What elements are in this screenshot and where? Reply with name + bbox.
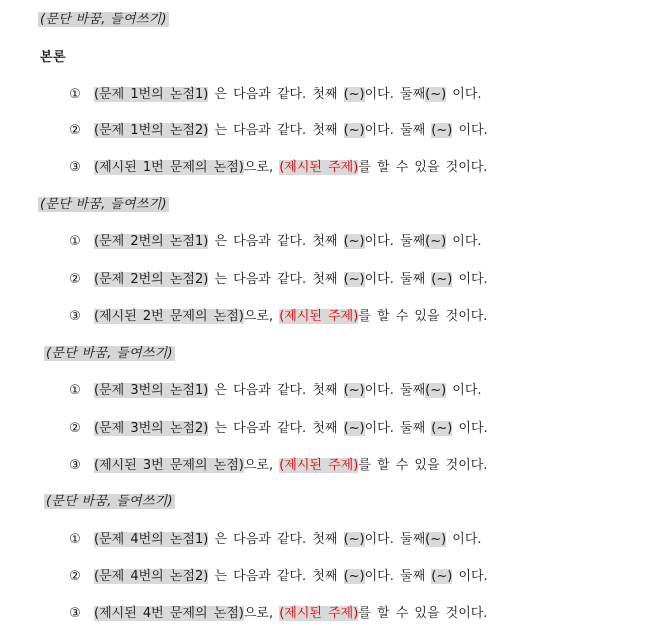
item-number: ② <box>69 421 81 436</box>
highlight-placeholder: (~) <box>425 87 447 102</box>
highlight-placeholder: (~) <box>431 421 453 436</box>
plain-text: 이다. 둘째 <box>364 532 426 547</box>
item-text <box>94 566 488 588</box>
plain-text: 는 다음과 같다. 첫째 <box>208 272 344 287</box>
plain-text: 이다. 둘째 <box>364 569 432 584</box>
highlight-topic: (제시된 주제) <box>279 458 359 473</box>
highlight-point: (문제 1번의 논점1) <box>94 87 209 102</box>
highlight-placeholder: (~) <box>343 123 365 138</box>
plain-text: 를 할 수 있을 것이다. <box>358 160 488 175</box>
item-text <box>94 455 487 477</box>
plain-text: 이다. <box>446 383 482 398</box>
highlight-placeholder: (~) <box>431 569 453 584</box>
item-number: ② <box>69 569 81 584</box>
highlight-topic: (제시된 주제) <box>279 160 359 175</box>
plain-text: 를 할 수 있을 것이다. <box>358 458 488 473</box>
paragraph-break-note: (문단 바꿈, 들여쓰기) <box>46 494 173 509</box>
plain-text: 는 다음과 같다. 첫째 <box>208 421 344 436</box>
plain-text: 이다. 둘째 <box>364 234 426 249</box>
section-heading: 본론 <box>40 50 67 65</box>
highlight-placeholder: (~) <box>343 532 365 547</box>
item-text <box>94 380 482 402</box>
highlight-placeholder: (~) <box>343 87 365 102</box>
highlight-point: (제시된 3번 문제의 논점) <box>94 458 244 473</box>
item-text <box>94 231 482 253</box>
plain-text: 이다. 둘째 <box>364 123 432 138</box>
section-note <box>44 343 175 365</box>
item-number: ③ <box>69 309 81 324</box>
highlight-placeholder: (~) <box>425 532 447 547</box>
plain-text: 이다. <box>446 234 482 249</box>
highlight-placeholder: (~) <box>425 383 447 398</box>
item-number: ③ <box>69 606 81 621</box>
highlight-point: (문제 4번의 논점1) <box>94 532 209 547</box>
highlight-placeholder: (~) <box>343 383 365 398</box>
highlight-point: (제시된 1번 문제의 논점) <box>94 160 244 175</box>
item-number: ① <box>69 234 81 249</box>
plain-text: 이다. <box>452 421 488 436</box>
highlight-point: (제시된 4번 문제의 논점) <box>94 606 244 621</box>
highlight-placeholder: (~) <box>343 234 365 249</box>
item-text <box>94 84 482 106</box>
paragraph-break-note: (문단 바꿈, 들여쓰기) <box>46 346 173 361</box>
plain-text: 를 할 수 있을 것이다. <box>358 606 488 621</box>
highlight-placeholder: (~) <box>343 421 365 436</box>
highlight-point: (문제 4번의 논점2) <box>94 569 209 584</box>
section-note <box>38 9 169 31</box>
highlight-placeholder: (~) <box>343 569 365 584</box>
highlight-point: (문제 3번의 논점1) <box>94 383 209 398</box>
item-number: ① <box>69 383 81 398</box>
highlight-point: (문제 3번의 논점2) <box>94 421 209 436</box>
plain-text: 은 다음과 같다. 첫째 <box>208 532 344 547</box>
plain-text: 를 할 수 있을 것이다. <box>358 309 488 324</box>
item-text <box>94 529 482 551</box>
highlight-point: (문제 2번의 논점1) <box>94 234 209 249</box>
plain-text: 으로, <box>243 309 280 324</box>
plain-text: 이다. <box>452 123 488 138</box>
highlight-placeholder: (~) <box>431 272 453 287</box>
highlight-point: (문제 1번의 논점2) <box>94 123 209 138</box>
plain-text: 은 다음과 같다. 첫째 <box>208 87 344 102</box>
item-text <box>94 269 488 291</box>
plain-text: 이다. 둘째 <box>364 421 432 436</box>
highlight-topic: (제시된 주제) <box>279 309 359 324</box>
item-text <box>94 306 487 328</box>
plain-text: 으로, <box>243 458 280 473</box>
highlight-placeholder: (~) <box>343 272 365 287</box>
item-text <box>94 157 487 179</box>
item-text <box>94 603 487 625</box>
item-number: ③ <box>69 160 81 175</box>
item-number: ① <box>69 532 81 547</box>
plain-text: 은 다음과 같다. 첫째 <box>208 234 344 249</box>
plain-text: 이다. <box>446 87 482 102</box>
item-text <box>94 120 488 142</box>
plain-text: 는 다음과 같다. 첫째 <box>208 123 344 138</box>
plain-text: 는 다음과 같다. 첫째 <box>208 569 344 584</box>
plain-text: 이다. <box>452 569 488 584</box>
section-note <box>38 194 169 216</box>
plain-text: 이다. 둘째 <box>364 272 432 287</box>
plain-text: 이다. 둘째 <box>364 383 426 398</box>
item-number: ① <box>69 87 81 102</box>
plain-text: 이다. <box>452 272 488 287</box>
item-number: ② <box>69 123 81 138</box>
plain-text: 은 다음과 같다. 첫째 <box>208 383 344 398</box>
paragraph-break-note: (문단 바꿈, 들여쓰기) <box>40 197 167 212</box>
section-note <box>44 491 175 513</box>
plain-text: 으로, <box>243 606 280 621</box>
plain-text: 이다. <box>446 532 482 547</box>
highlight-placeholder: (~) <box>425 234 447 249</box>
paragraph-break-note: (문단 바꿈, 들여쓰기) <box>40 12 167 27</box>
item-number: ② <box>69 272 81 287</box>
highlight-point: (문제 2번의 논점2) <box>94 272 209 287</box>
highlight-placeholder: (~) <box>431 123 453 138</box>
plain-text: 으로, <box>243 160 280 175</box>
highlight-point: (제시된 2번 문제의 논점) <box>94 309 244 324</box>
plain-text: 이다. 둘째 <box>364 87 426 102</box>
highlight-topic: (제시된 주제) <box>279 606 359 621</box>
item-text <box>94 418 488 440</box>
item-number: ③ <box>69 458 81 473</box>
